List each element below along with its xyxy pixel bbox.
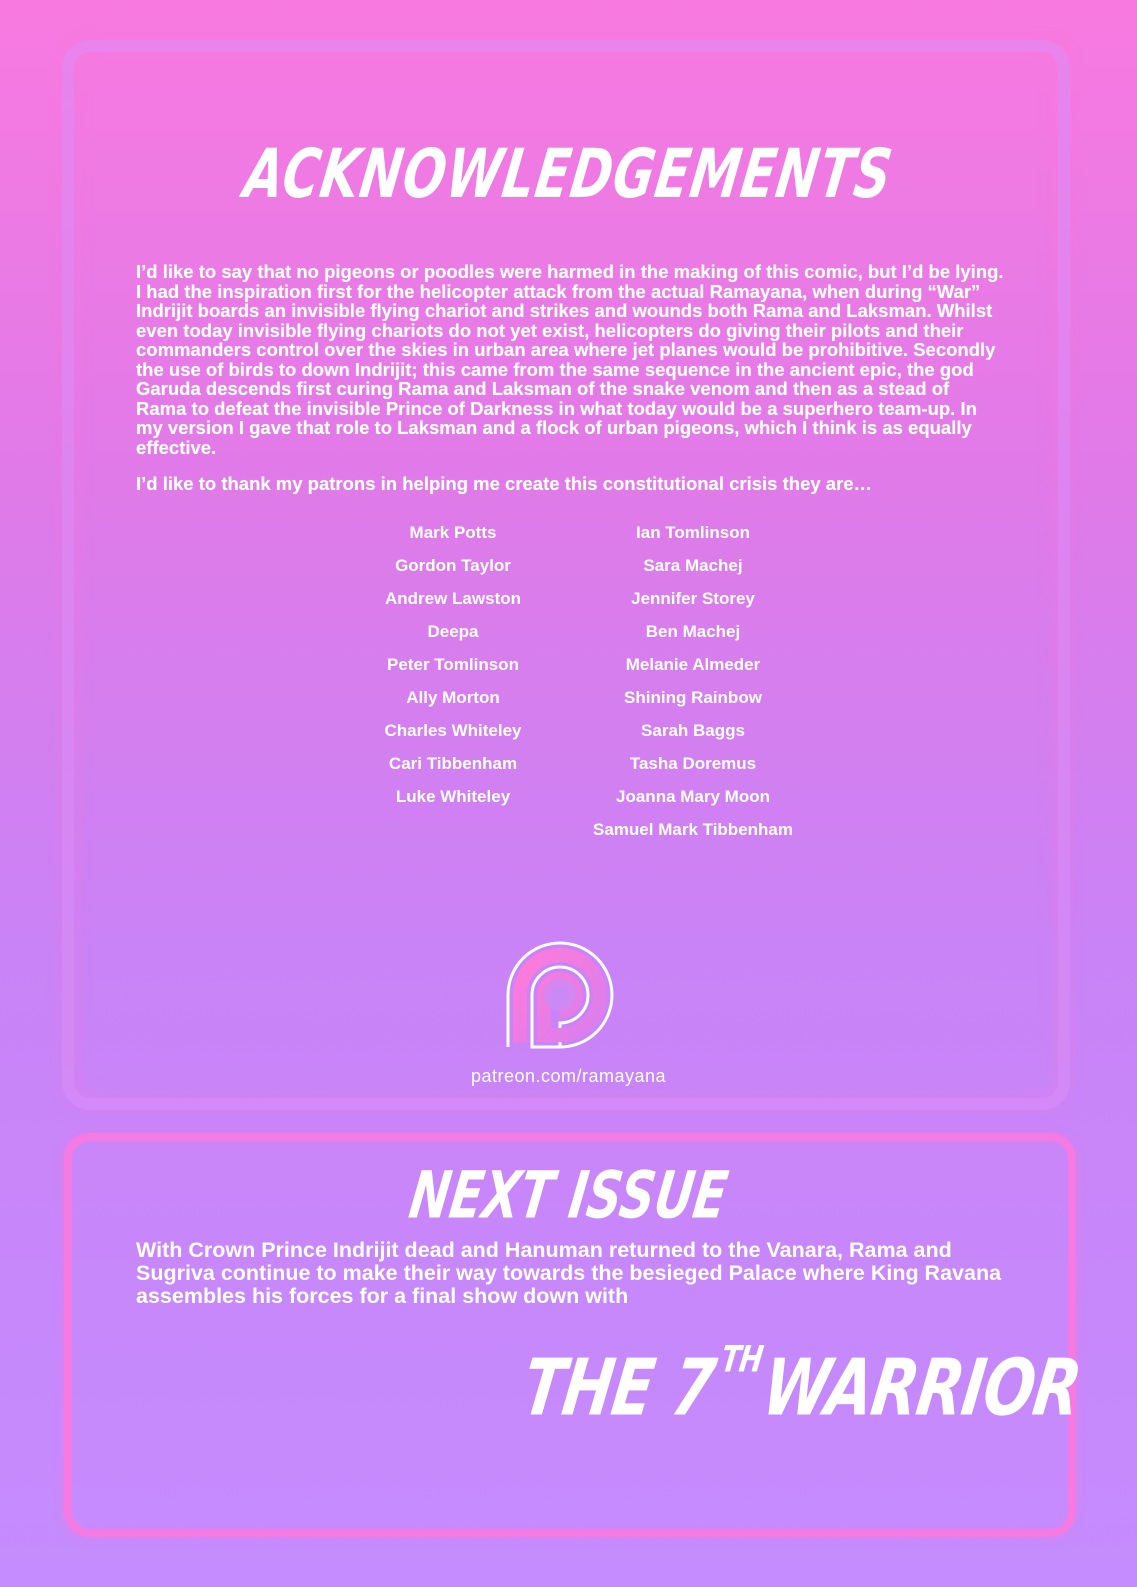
patron-name: Peter Tomlinson xyxy=(387,655,519,674)
patron-name: Cari Tibbenham xyxy=(388,754,518,773)
patron-name: Tasha Doremus xyxy=(629,754,757,773)
patron-name: Luke Whiteley xyxy=(395,787,511,806)
patron-name: Jennifer Storey xyxy=(631,589,755,608)
patron-column-left xyxy=(323,523,583,820)
patron-name: Sara Machej xyxy=(643,556,743,575)
patron-column-right xyxy=(563,523,823,853)
patron-name: Charles Whiteley xyxy=(384,721,522,740)
patron-name: Ally Morton xyxy=(406,688,500,707)
patron-name: Joanna Mary Moon xyxy=(616,787,770,806)
patron-name: Deepa xyxy=(427,622,479,641)
acknowledgements-paragraph: I’d like to say that no pigeons or poodles were harmed in the making of this comic, but I’d be lying. I had the inspiration first for the helicopter attack from the actual Ramayana, when during “War” Indrijit boards an invisible flying chariot and strikes and wounds both Rama and Laksman. Whilst even today invisible flying chariots do not yet exist, helicopters do giving their pilots and their commanders control over the skies in urban area where jet planes would be prohibitive. Secondly the use of birds to down Indrijit; this came from the same sequence in the ancient epic, the god Garuda descends first curing Rama and Laksman of the snake venom and then as a stead of Rama to defeat the invisible Prince of Darkness in what today would be a superhero team-up. In my version I gave that role to Laksman and a flock of urban pigeons, which I think is as equally effective. xyxy=(136,261,1004,458)
patron-name: Samuel Mark Tibbenham xyxy=(593,820,793,839)
patron-name: Ian Tomlinson xyxy=(636,523,750,542)
headline-ordinal: TH xyxy=(718,1337,766,1381)
patron-name: Gordon Taylor xyxy=(395,556,511,575)
patron-name: Melanie Almeder xyxy=(625,655,761,674)
patron-name: Sarah Baggs xyxy=(641,721,745,740)
headline-prefix: THE 7 xyxy=(517,1343,720,1434)
patrons-intro: I’d like to thank my patrons in helping me create this constitutional crisis they are… xyxy=(136,473,873,494)
next-issue-headline xyxy=(517,1337,1086,1434)
next-issue-text: With Crown Prince Indrijit dead and Hanuman returned to the Vanara, Rama and Sugriva continue to make their way towards the besieged Palace where King Ravana assembles his forces for a final show down with xyxy=(136,1238,1002,1308)
patron-name: Andrew Lawston xyxy=(384,589,521,608)
headline-suffix: WARRIOR xyxy=(757,1343,1086,1434)
patreon-logo-icon[interactable] xyxy=(502,937,618,1053)
acknowledgements-title: ACKNOWLEDGEMENTS xyxy=(239,134,898,214)
patron-name: Shining Rainbow xyxy=(624,688,762,707)
patron-name: Ben Machej xyxy=(645,622,741,641)
patreon-link[interactable]: patreon.com/ramayana xyxy=(470,1066,667,1086)
next-issue-title: NEXT ISSUE xyxy=(404,1158,733,1234)
patron-name: Mark Potts xyxy=(409,523,497,542)
